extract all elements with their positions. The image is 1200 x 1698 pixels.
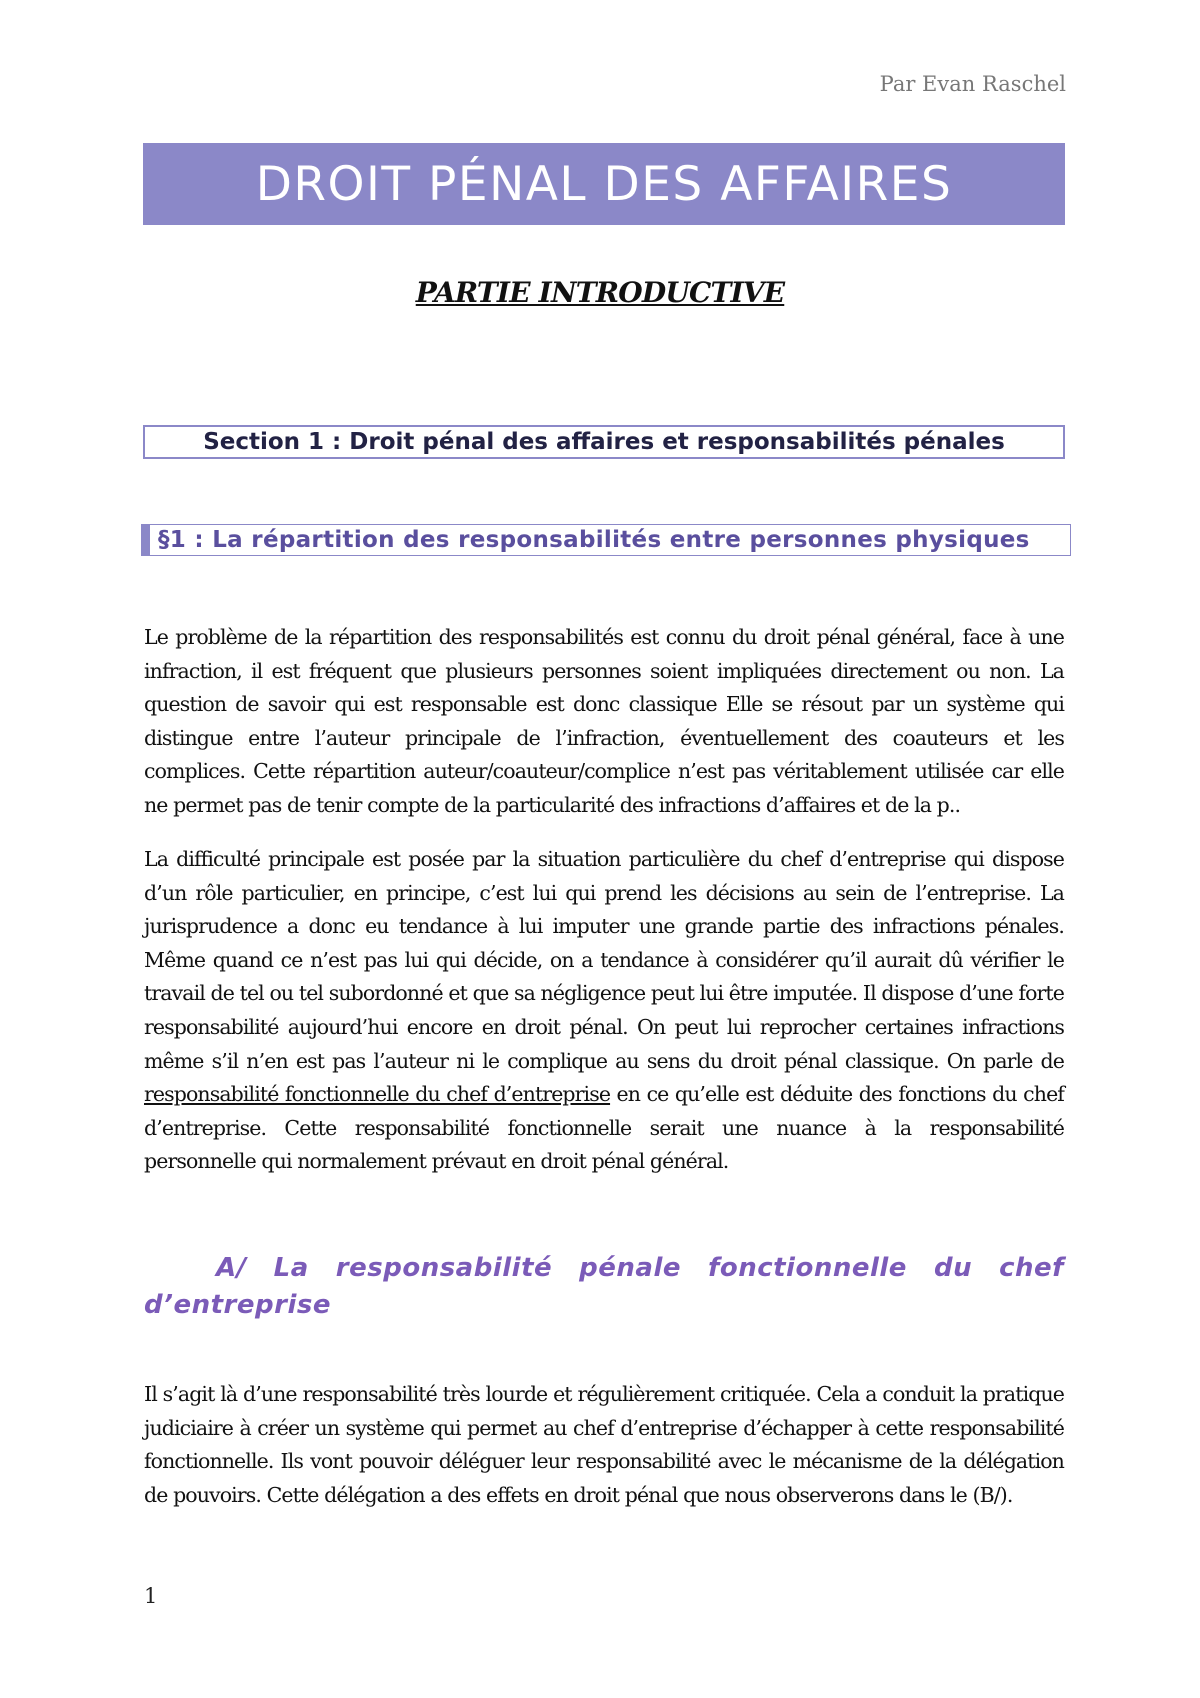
paragraph-2-text-after: en ce qu’elle est déduite des fonctions du chef d’entreprise. Cette responsabilité fonctionnelle serait une nuance à la responsabilité personnelle qui normalement prévaut en droit pénal général. [144,1082,1064,1174]
header-author: Par Evan Raschel [879,72,1066,96]
subheading-a-line-2: d’entreprise [144,1290,331,1320]
paragraph-3: Il s’agit là d’une responsabilité très lourde et régulièrement critiquée. Cela a conduit la pratique judiciaire à créer un système qui permet au chef d’entreprise d’échapper à cette responsabilité fonctionnelle. Ils vont pouvoir déléguer leur responsabilité avec le mécanisme de la délégation de pouvoirs. Cette délégation a des effets en droit pénal que nous observerons dans le (B/). [144,1382,1064,1507]
subheading-a [144,1250,1064,1324]
section-heading: Section 1 : Droit pénal des affaires et responsabilités pénales [143,425,1065,459]
subheading-a-line-1: A/ La responsabilité pénale fonctionnelle du chef [216,1253,1064,1283]
underlined-term: responsabilité fonctionnelle du chef d’entreprise [144,1082,611,1107]
title-banner [143,143,1065,225]
page-number: 1 [144,1584,158,1608]
subsection-heading: §1 : La répartition des responsabilités entre personnes physiques [141,524,1071,556]
paragraph-1: Le problème de la répartition des responsabilités est connu du droit pénal général, face à une infraction, il est fréquent que plusieurs personnes soient impliquées directement ou non. La question de savoir qui est responsable est donc classique Elle se résout par un système qui distingue entre l’auteur principale de l’infraction, éventuellement des coauteurs et les complices. Cette répartition auteur/coauteur/complice n’est pas véritablement utilisée car elle ne permet pas de tenir compte de la particularité des infractions d’affaires et de la p.. [144,625,1064,817]
document-title: DROIT PÉNAL DES AFFAIRES [255,156,953,212]
paragraph-2 [144,843,1064,1179]
paragraph-2-text-before: La difficulté principale est posée par la situation particulière du chef d’entreprise qui dispose d’un rôle particulier, en principe, c’est lui qui prend les décisions au sein de l’entreprise. La jurisprudence a donc eu tendance à lui imputer une grande partie des infractions pénales. Même quand ce n’est pas lui qui décide, on a tendance à considérer qu’il aurait dû vérifier le travail de tel ou tel subordonné et que sa négligence peut lui être imputée. Il dispose d’une forte responsabilité aujourd’hui encore en droit pénal. On peut lui reprocher certaines infractions même s’il n’en est pas l’auteur ni le complique au sens du droit pénal classique. On parle de [144,847,1064,1073]
part-title: PARTIE INTRODUCTIVE [415,276,785,309]
